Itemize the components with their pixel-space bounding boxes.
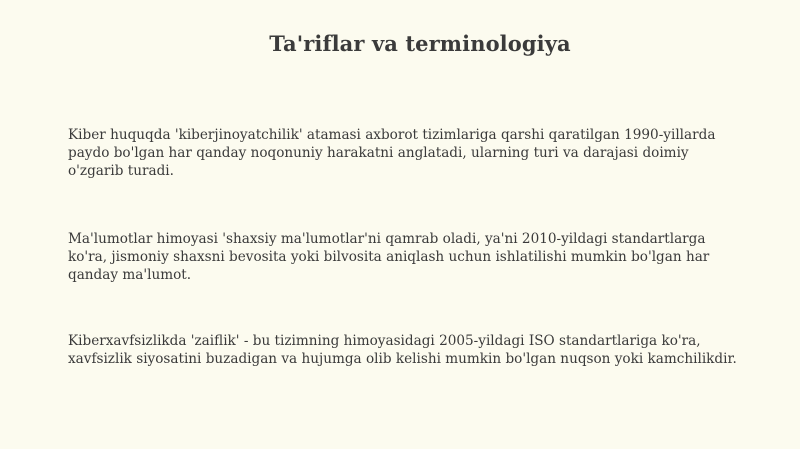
definition-paragraph-personal-data: Ma'lumotlar himoyasi 'shaxsiy ma'lumotlar'ni qamrab oladi, ya'ni 2010-yildagi standartlarga ko'ra, jismoniy shaxsni bevosita yoki bilvosita aniqlash uchun ishlatilishi mumkin bo'lgan har qanday ma'lumot. <box>68 231 710 283</box>
definition-paragraph-cybercrime: Kiber huquqda 'kiberjinoyatchilik' atamasi axborot tizimlariga qarshi qaratilgan 1990-yillarda paydo bo'lgan har qanday noqonuniy harakatni anglatadi, ularning turi va darajasi doimiy o'zgarib turadi. <box>68 127 716 179</box>
slide-title: Ta'riflar va terminologiya <box>269 31 571 56</box>
definition-paragraph-vulnerability: Kiberxavfsizlikda 'zaiflik' - bu tizimning himoyasidagi 2005-yildagi ISO standartlariga ko'ra, xavfsizlik siyosatini buzadigan va hujumga olib kelishi mumkin bo'lgan nuqson yoki kamchilikdir. <box>68 333 737 367</box>
